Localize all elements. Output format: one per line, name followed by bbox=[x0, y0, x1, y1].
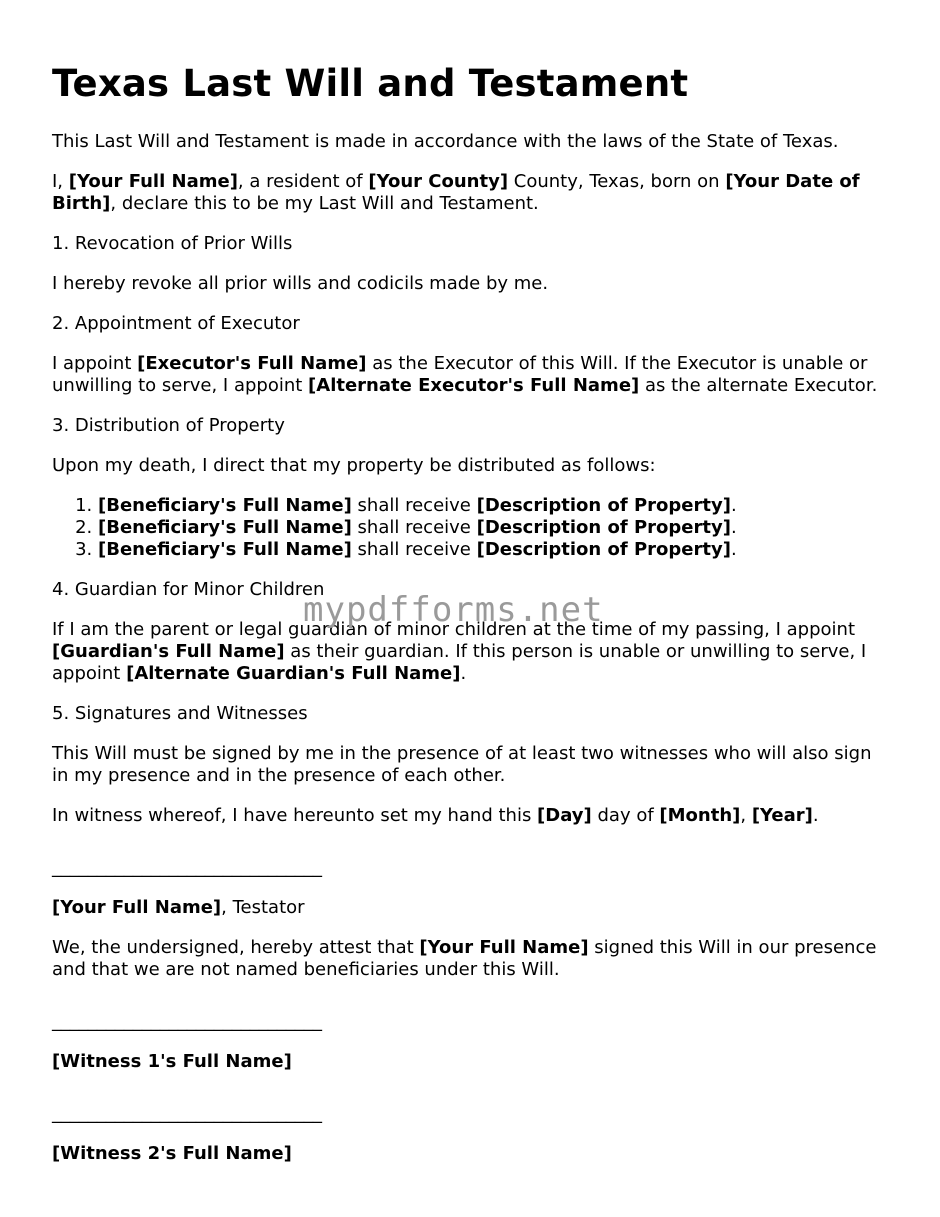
county-placeholder: [Your County] bbox=[368, 171, 509, 193]
s2-text-b: as the Executor of this Will. If the Executor is unable or unwilling to serve, I appoint bbox=[52, 353, 868, 397]
witness-2-name: [Witness 2's Full Name] bbox=[52, 1143, 292, 1165]
beneficiary-end: . bbox=[730, 495, 737, 517]
intro-paragraph: This Last Will and Testament is made in accordance with the laws of the State of Texas. bbox=[52, 131, 839, 153]
beneficiary-mid: shall receive bbox=[351, 495, 477, 517]
month-placeholder: [Month] bbox=[659, 805, 741, 827]
section-2-text bbox=[52, 353, 892, 397]
alt-executor-placeholder: [Alternate Executor's Full Name] bbox=[308, 375, 640, 397]
section-4-text bbox=[52, 619, 892, 685]
section-3-heading: 3. Distribution of Property bbox=[52, 415, 285, 437]
beneficiary-name-placeholder: [Beneficiary's Full Name] bbox=[98, 539, 352, 561]
s4-text-b: as their guardian. If this person is unable or unwilling to serve, I appoint bbox=[52, 641, 867, 685]
document-title: Texas Last Will and Testament bbox=[52, 62, 689, 105]
guardian-placeholder: [Guardian's Full Name] bbox=[52, 641, 285, 663]
s4-text-c: . bbox=[460, 663, 467, 685]
beneficiary-item bbox=[98, 495, 892, 517]
beneficiary-name-placeholder: [Beneficiary's Full Name] bbox=[98, 517, 352, 539]
whereof-text-c: , bbox=[740, 805, 752, 827]
day-placeholder: [Day] bbox=[537, 805, 592, 827]
dob-placeholder: [Your Date of Birth] bbox=[52, 171, 860, 215]
s4-text-a: If I am the parent or legal guardian of minor children at the time of my passing, I appoint bbox=[52, 619, 856, 641]
beneficiary-name-placeholder: [Beneficiary's Full Name] bbox=[98, 495, 352, 517]
witness-1-name-line bbox=[52, 1051, 892, 1073]
testator-role: , Testator bbox=[221, 897, 305, 919]
beneficiary-end: . bbox=[730, 539, 737, 561]
beneficiary-item bbox=[98, 539, 892, 561]
declaration-mid1: , a resident of bbox=[237, 171, 369, 193]
section-3-intro: Upon my death, I direct that my property be distributed as follows: bbox=[52, 455, 656, 477]
beneficiary-item bbox=[98, 517, 892, 539]
section-5-text: This Will must be signed by me in the presence of at least two witnesses who will also sign in my presence and in the presence of each other. bbox=[52, 743, 872, 787]
section-5-heading: 5. Signatures and Witnesses bbox=[52, 703, 308, 725]
year-placeholder: [Year] bbox=[751, 805, 813, 827]
property-placeholder: [Description of Property] bbox=[476, 539, 731, 561]
witness-1-signature-line: ______________________________ bbox=[52, 1011, 322, 1033]
witness-1-name: [Witness 1's Full Name] bbox=[52, 1051, 292, 1073]
declaration-suffix: , declare this to be my Last Will and Testament. bbox=[110, 193, 539, 215]
testator-name-line bbox=[52, 897, 892, 919]
attestation-text-a: We, the undersigned, hereby attest that bbox=[52, 937, 420, 959]
beneficiary-mid: shall receive bbox=[351, 517, 477, 539]
beneficiary-mid: shall receive bbox=[351, 539, 477, 561]
alt-guardian-placeholder: [Alternate Guardian's Full Name] bbox=[126, 663, 461, 685]
whereof-text-b: day of bbox=[591, 805, 660, 827]
declaration-paragraph bbox=[52, 171, 892, 215]
attest-name-placeholder: [Your Full Name] bbox=[419, 937, 589, 959]
property-placeholder: [Description of Property] bbox=[476, 495, 731, 517]
witness-whereof-paragraph bbox=[52, 805, 892, 827]
testator-signature-line: ______________________________ bbox=[52, 857, 322, 879]
declaration-mid2: County, Texas, born on bbox=[508, 171, 726, 193]
beneficiary-list bbox=[52, 495, 892, 561]
executor-placeholder: [Executor's Full Name] bbox=[137, 353, 367, 375]
whereof-text-a: In witness whereof, I have hereunto set my hand this bbox=[52, 805, 538, 827]
witness-2-name-line bbox=[52, 1143, 892, 1165]
attestation-text-b: signed this Will in our presence and that we are not named beneficiaries under this Will. bbox=[52, 937, 877, 981]
testator-name: [Your Full Name] bbox=[52, 897, 222, 919]
section-2-heading: 2. Appointment of Executor bbox=[52, 313, 300, 335]
witness-2-signature-line: ______________________________ bbox=[52, 1103, 322, 1125]
beneficiary-end: . bbox=[730, 517, 737, 539]
section-1-heading: 1. Revocation of Prior Wills bbox=[52, 233, 293, 255]
attestation-paragraph bbox=[52, 937, 892, 981]
will-document bbox=[52, 62, 892, 1183]
section-1-text: I hereby revoke all prior wills and codicils made by me. bbox=[52, 273, 549, 295]
s2-text-c: as the alternate Executor. bbox=[639, 375, 878, 397]
watermark: mypdfforms.net bbox=[303, 590, 604, 630]
whereof-text-d: . bbox=[812, 805, 819, 827]
property-placeholder: [Description of Property] bbox=[476, 517, 731, 539]
declaration-prefix: I, bbox=[52, 171, 69, 193]
section-4-heading: 4. Guardian for Minor Children bbox=[52, 579, 325, 601]
s2-text-a: I appoint bbox=[52, 353, 138, 375]
testator-name-placeholder: [Your Full Name] bbox=[68, 171, 238, 193]
